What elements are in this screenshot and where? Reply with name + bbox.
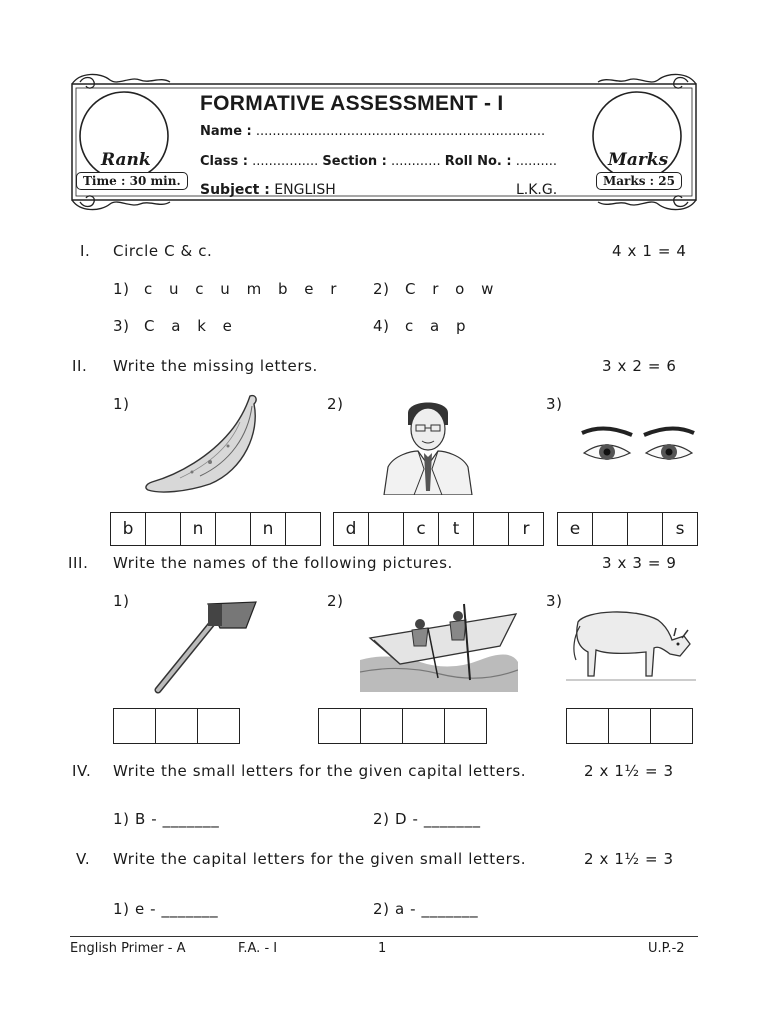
letter-cell-blank[interactable] [146,513,181,545]
footer-page-number: 1 [378,941,387,956]
q5-item-1[interactable]: 1) e - _______ [113,900,219,918]
letter-cell-blank[interactable] [369,513,404,545]
footer-up: U.P.-2 [648,941,685,956]
letter-cell: s [675,519,685,539]
axe-image [150,598,262,694]
answer-cell[interactable] [198,709,239,743]
letter-cell: c [404,513,439,545]
q2-label-1: 1) [113,395,130,413]
q4-item-1[interactable]: 1) B - _______ [113,810,220,828]
class-label: Class : [200,154,248,169]
class-field[interactable]: ................ [252,154,319,169]
q2-number: II. [72,357,88,375]
q1-number: I. [80,242,91,260]
doctor-image [378,395,478,495]
subject-line [200,182,336,198]
name-line [200,124,545,139]
q4-number: IV. [72,762,92,780]
letter-cell: b [111,513,146,545]
q3-label-2: 2) [327,592,344,610]
q3-label-1: 1) [113,592,130,610]
answer-grid-2 [318,708,487,744]
letter-cell: t [439,513,474,545]
answer-cell[interactable] [445,709,486,743]
q3-number: III. [68,554,89,572]
missing-letters-grid-3 [557,512,698,546]
footer-rule [70,936,698,937]
eyes-image [580,425,696,469]
letter-cell: d [334,513,369,545]
missing-letters-grid-1 [110,512,321,546]
q3-marks: 3 x 3 = 9 [602,554,677,572]
name-field[interactable]: ...................................................................... [255,124,546,139]
letter-cell-blank[interactable] [628,513,663,545]
answer-grid-3 [566,708,693,744]
q2-marks: 3 x 2 = 6 [602,357,677,375]
answer-cell[interactable] [156,709,198,743]
time-tag: Time : 30 min. [76,172,188,190]
q1-word[interactable]: C r o w [405,280,500,298]
q5-marks: 2 x 1½ = 3 [584,850,674,868]
q5-text: Write the capital letters for the given small letters. [113,850,527,868]
footer-book: English Primer - A [70,941,186,956]
q1-word[interactable]: c u c u m b e r [144,280,343,298]
q1-item-num: 3) [113,317,130,335]
subject-value: ENGLISH [274,182,336,198]
page-title: FORMATIVE ASSESSMENT - I [200,92,504,115]
marks-tag: Marks : 25 [596,172,682,190]
section-field[interactable]: ............ [391,154,441,169]
roll-label: Roll No. : [444,154,512,169]
subject-label: Subject : [200,182,270,198]
q1-item-num: 1) [113,280,130,298]
banana-image [140,392,270,498]
q4-marks: 2 x 1½ = 3 [584,762,674,780]
q1-item-num: 2) [373,280,390,298]
q4-item-2[interactable]: 2) D - _______ [373,810,481,828]
letter-cell: r [522,519,530,539]
roll-field[interactable]: .......... [515,154,558,169]
letter-cell-blank[interactable] [216,513,251,545]
marks-label: Marks [608,150,669,170]
letter-cell-blank[interactable] [286,513,320,545]
answer-cell[interactable] [114,709,156,743]
q1-marks: 4 x 1 = 4 [612,242,687,260]
answer-grid-1 [113,708,240,744]
grade-label: L.K.G. [516,182,558,198]
section-label: Section : [322,154,387,169]
letter-cell-blank[interactable] [474,513,509,545]
q1-item-num: 4) [373,317,390,335]
q1-text: Circle C & c. [113,242,213,260]
letter-cell: e [558,513,593,545]
letter-cell: n [251,513,286,545]
answer-cell[interactable] [567,709,609,743]
class-line [200,154,557,169]
footer-fa: F.A. - I [238,941,278,956]
answer-cell[interactable] [403,709,445,743]
answer-cell[interactable] [651,709,692,743]
q2-label-3: 3) [546,395,563,413]
q5-item-2[interactable]: 2) a - _______ [373,900,479,918]
letter-cell-blank[interactable] [593,513,628,545]
q3-label-3: 3) [546,592,563,610]
answer-cell[interactable] [319,709,361,743]
rank-label: Rank [101,150,151,170]
name-label: Name : [200,124,252,139]
q5-number: V. [76,850,91,868]
q2-label-2: 2) [327,395,344,413]
cow-image [566,600,696,684]
q4-text: Write the small letters for the given capital letters. [113,762,527,780]
q1-word[interactable]: c a p [405,317,472,335]
boat-image [360,600,518,692]
answer-cell[interactable] [361,709,403,743]
q3-text: Write the names of the following pictures. [113,554,453,572]
letter-cell: n [181,513,216,545]
missing-letters-grid-2 [333,512,544,546]
q1-word[interactable]: C a k e [144,317,238,335]
answer-cell[interactable] [609,709,651,743]
q2-text: Write the missing letters. [113,357,318,375]
